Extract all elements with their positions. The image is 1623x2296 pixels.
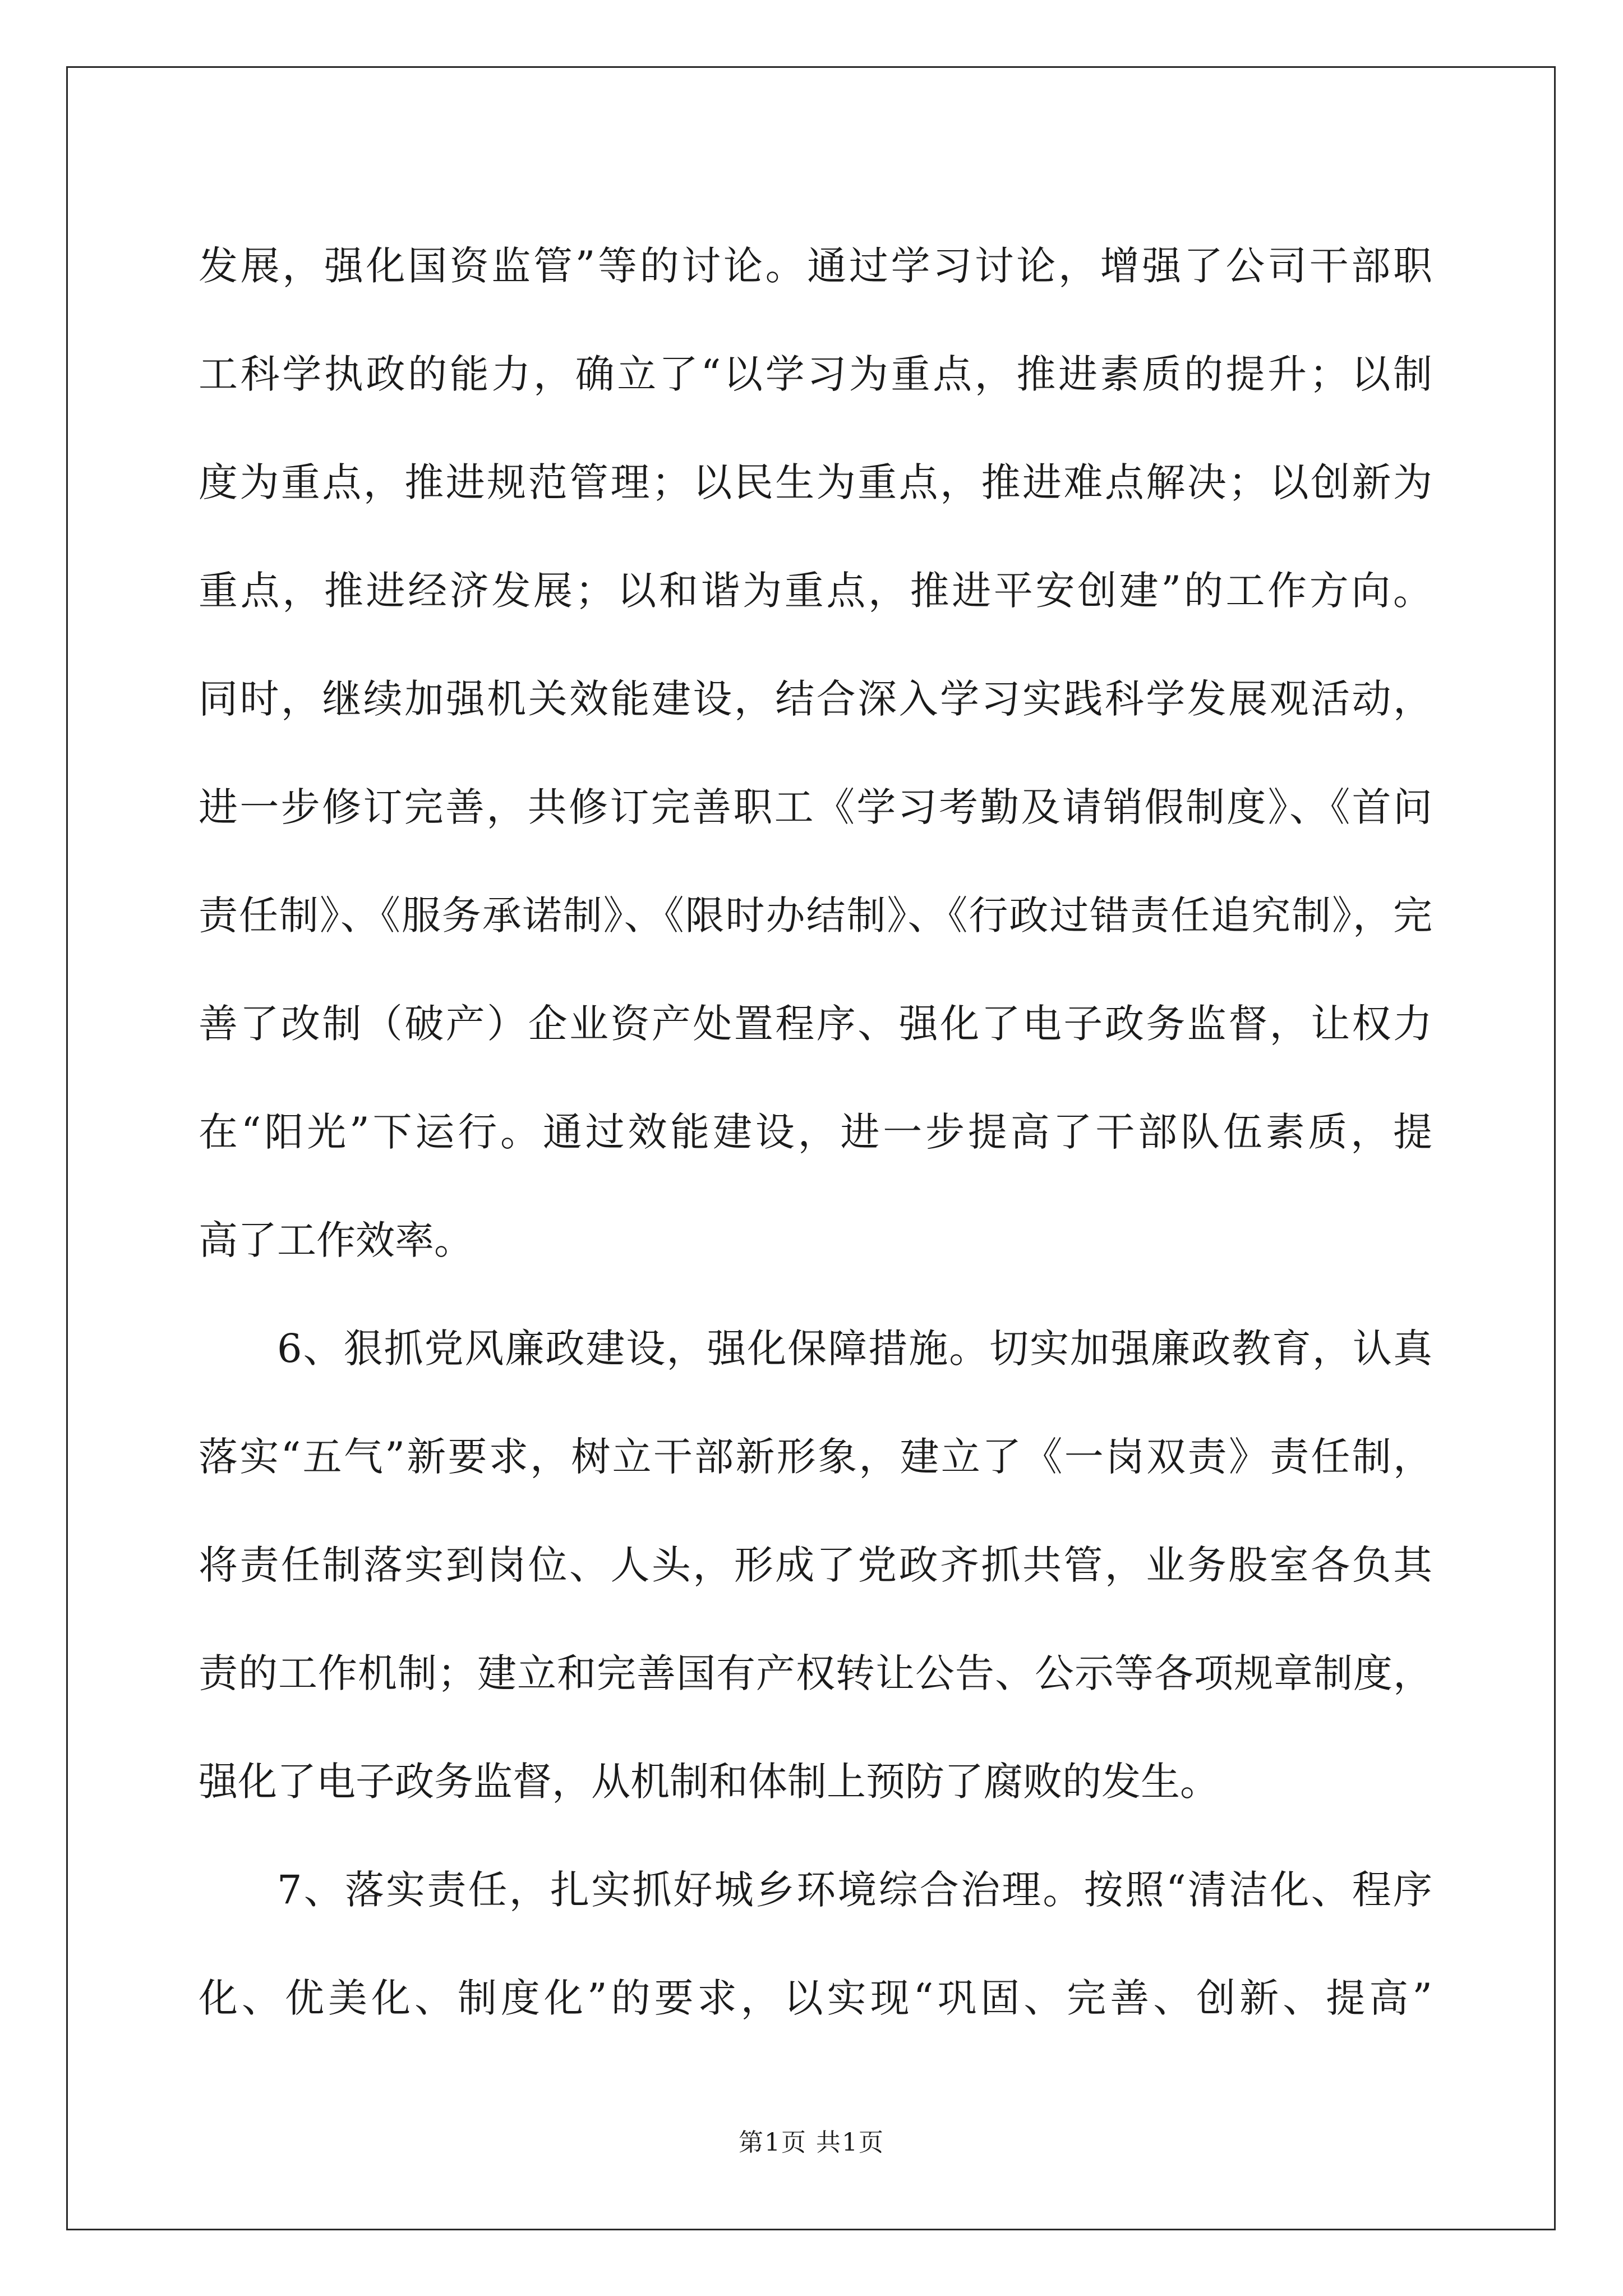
document-body — [199, 212, 1432, 2053]
text-line: 责任制》、《服务承诺制》、《限时办结制》、《行政过错责任追究制》，完 — [199, 892, 1432, 938]
text-line: 落实“五气”新要求，树立干部新形象，建立了《一岗双责》责任制， — [199, 1434, 1432, 1480]
text-line-paragraph-start: 6、狠抓党风廉政建设，强化保障措施。切实加强廉政教育，认真 — [277, 1326, 1432, 1372]
text-line: 重点，推进经济发展；以和谐为重点，推进平安创建”的工作方向。 — [199, 568, 1432, 614]
text-line-paragraph-start: 7、落实责任，扎实抓好城乡环境综合治理。按照“清洁化、程序 — [277, 1867, 1432, 1913]
text-line: 责的工作机制；建立和完善国有产权转让公告、公示等各项规章制度， — [199, 1650, 1432, 1696]
text-line: 同时，继续加强机关效能建设，结合深入学习实践科学发展观活动， — [199, 676, 1432, 722]
text-line: 善了改制（破产）企业资产处置程序、强化了电子政务监督，让权力 — [199, 1001, 1432, 1047]
text-line-paragraph-end: 高了工作效率。 — [199, 1217, 473, 1263]
text-line: 化、优美化、制度化”的要求，以实现“巩固、完善、创新、提高” — [199, 1975, 1432, 2021]
text-line: 将责任制落实到岗位、人头，形成了党政齐抓共管，业务股室各负其 — [199, 1542, 1432, 1588]
text-line: 进一步修订完善，共修订完善职工《学习考勤及请销假制度》、《首问 — [199, 784, 1432, 830]
text-line: 发展，强化国资监管”等的讨论。通过学习讨论，增强了公司干部职 — [199, 243, 1432, 289]
text-line-paragraph-end: 强化了电子政务监督，从机制和体制上预防了腐败的发生。 — [199, 1759, 1219, 1805]
text-line: 在“阳光”下运行。通过效能建设，进一步提高了干部队伍素质，提 — [199, 1109, 1432, 1155]
text-line: 度为重点，推进规范管理；以民生为重点，推进难点解决；以创新为 — [199, 459, 1432, 505]
page-number-footer: 第1页 共1页 — [739, 2128, 884, 2157]
text-line: 工科学执政的能力，确立了“以学习为重点，推进素质的提升；以制 — [199, 351, 1432, 397]
